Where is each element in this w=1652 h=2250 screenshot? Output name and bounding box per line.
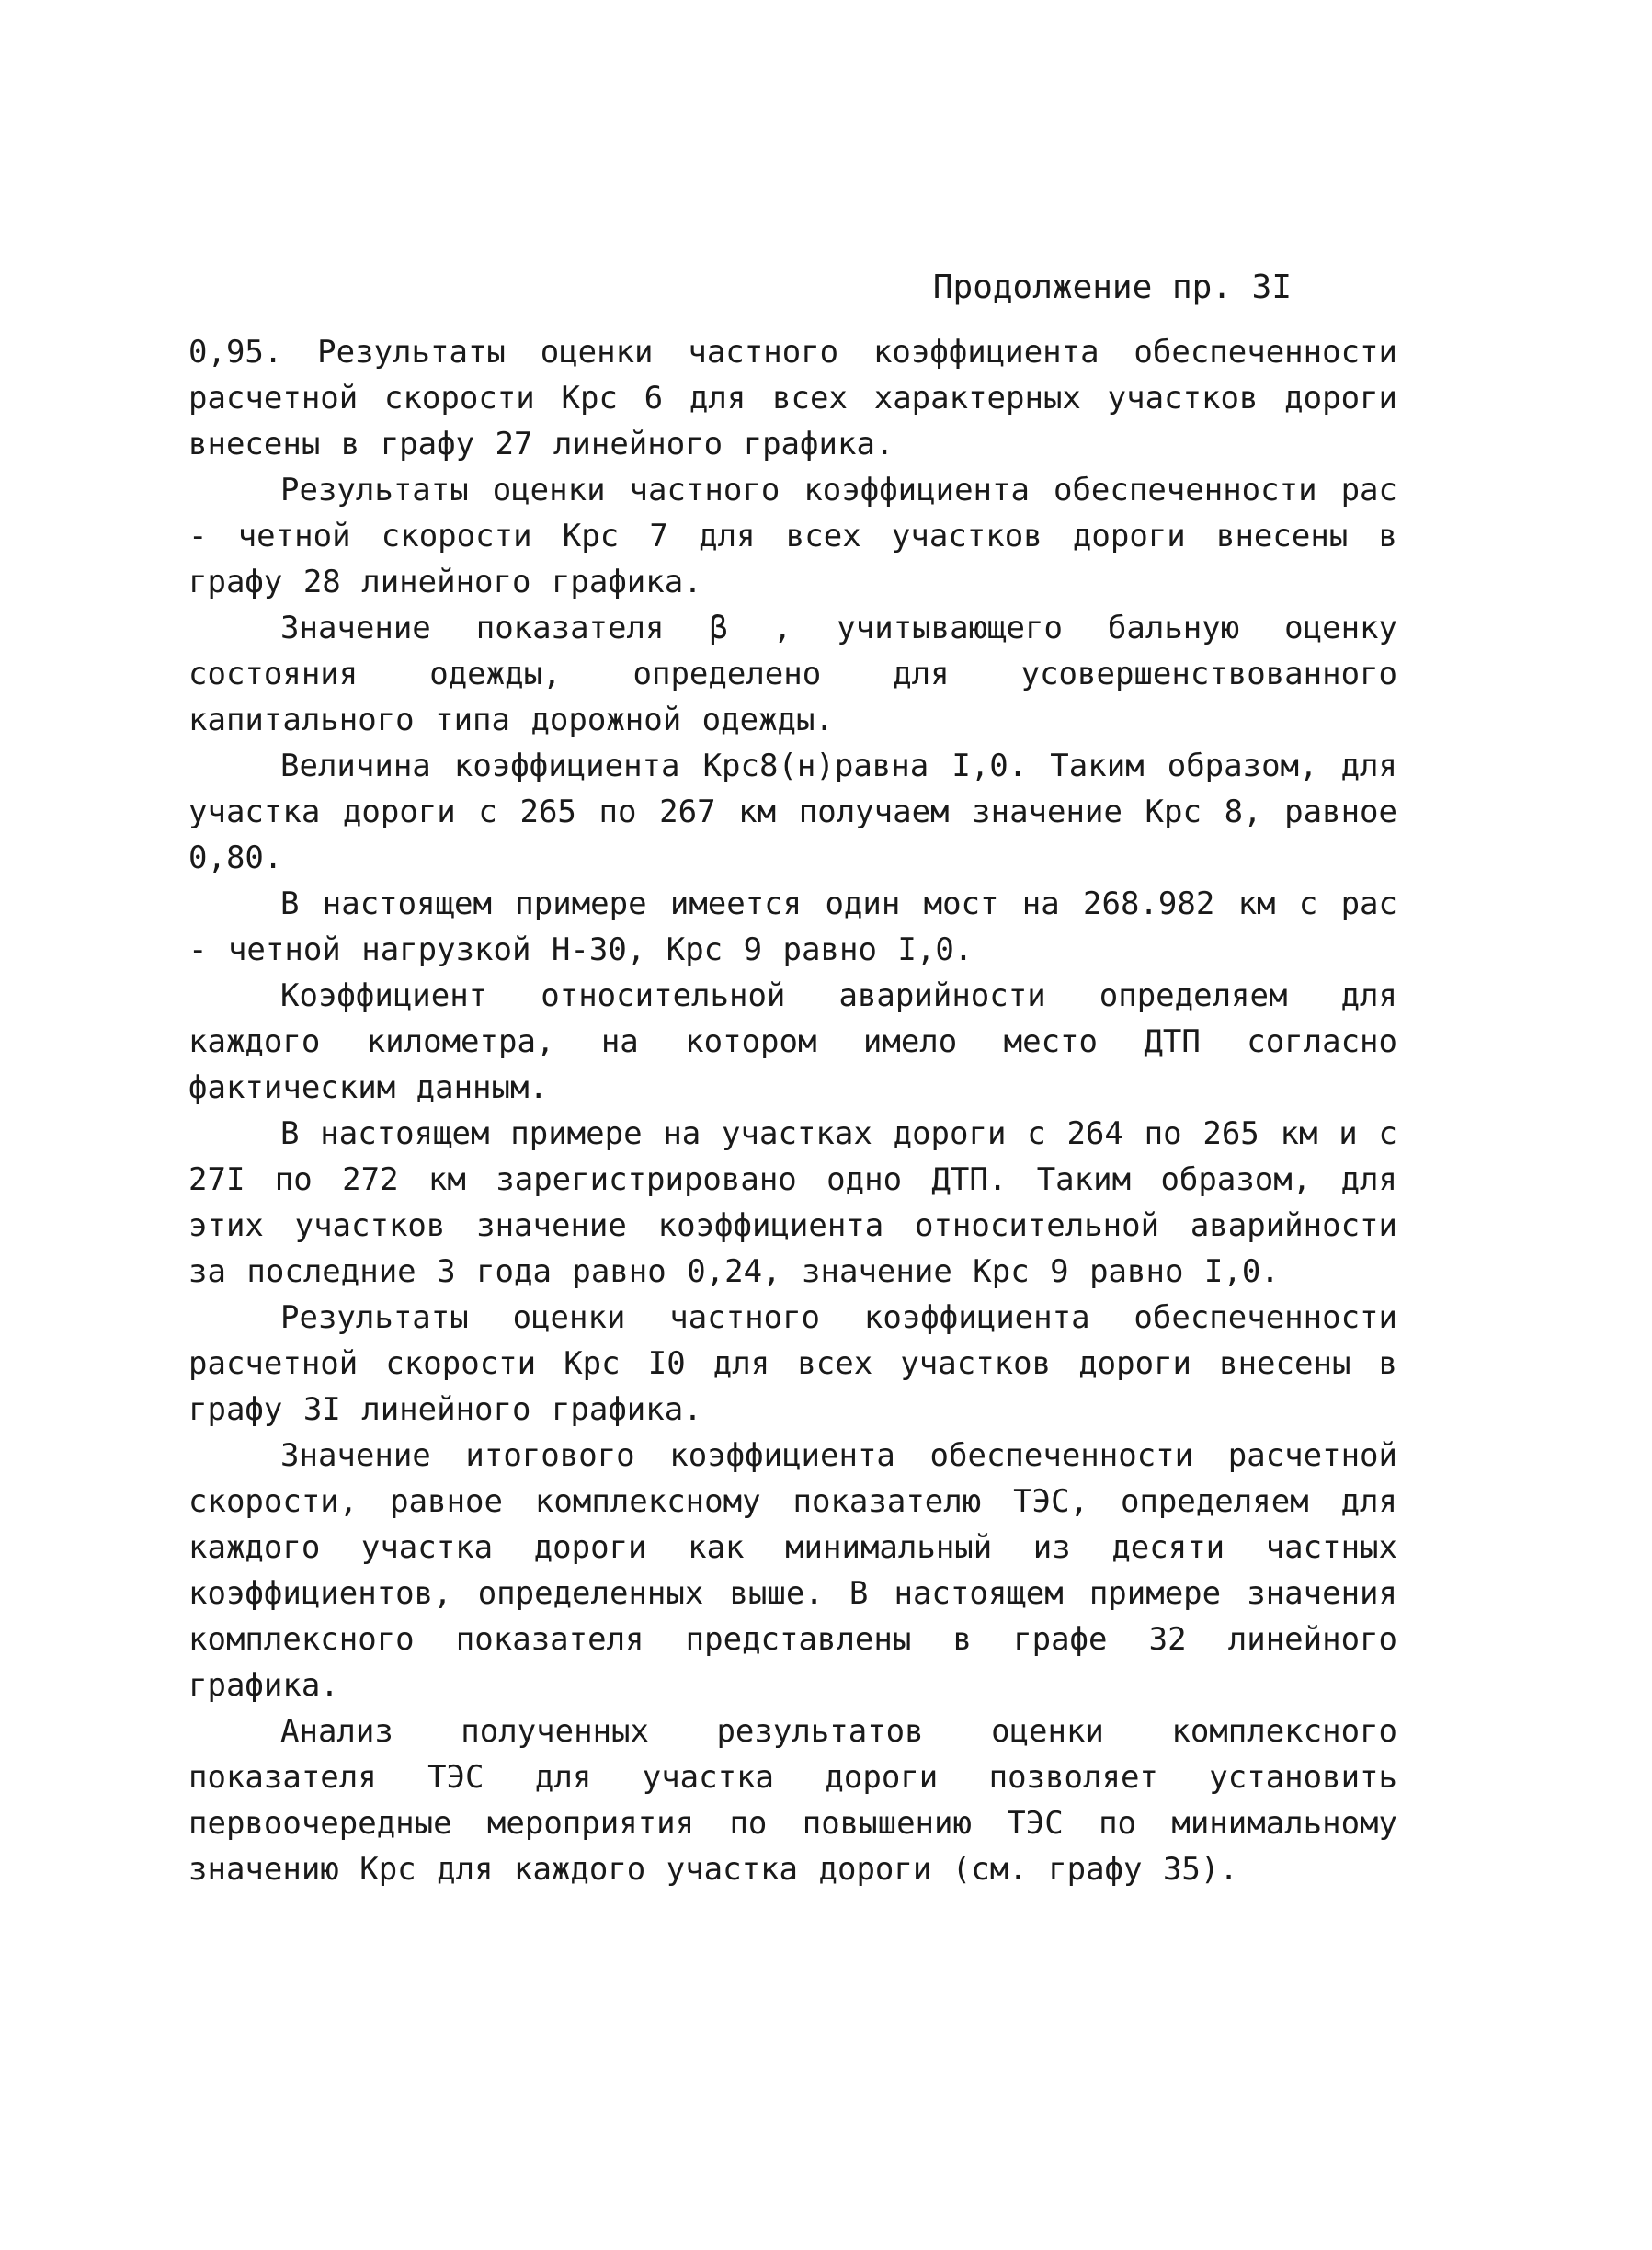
paragraph-7: В настоящем примере на участках дороги с 264 по 265 км и с 27I по 272 км зарегистрировано одно ДТП. Таким образом, для этих участков значение коэффициента относительной аварийности за последние 3 года равно 0,24, значение Крс 9 равно I,0. xyxy=(188,1115,1397,1290)
document-body xyxy=(188,329,1397,1892)
paragraph-8: Результаты оценки частного коэффициента обеспеченности расчетной скорости Крс I0 для всех участков дороги внесены в графу 3I линейного графика. xyxy=(188,1299,1397,1428)
paragraph-3: Значение показателя β , учитывающего бальную оценку состояния одежды, определено для усовершенствованного капитального типа дорожной одежды. xyxy=(188,610,1397,738)
paragraph-9: Значение итогового коэффициента обеспеченности расчетной скорости, равное комплексному показателю ТЭС, определяем для каждого участка дороги как минимальный из десяти частных коэффициентов, определенных выше. В настоящем примере значения комплексного показателя представлены в графе 32 линейного графика. xyxy=(188,1437,1397,1704)
paragraph-5: В настоящем примере имеется один мост на 268.982 км с рас - четной нагрузкой Н-30, Крс 9 равно I,0. xyxy=(188,885,1397,968)
paragraph-4: Величина коэффициента Крс8(н)равна I,0. Таким образом, для участка дороги с 265 по 267 км получаем значение Крс 8, равное 0,80. xyxy=(188,748,1397,876)
paragraph-6: Коэффициент относительной аварийности определяем для каждого километра, на котором имело место ДТП согласно фактическим данным. xyxy=(188,977,1397,1106)
paragraph-1: 0,95. Результаты оценки частного коэффициента обеспеченности расчетной скорости Крс 6 для всех характерных участков дороги внесены в графу 27 линейного графика. xyxy=(188,334,1397,463)
paragraph-2: Результаты оценки частного коэффициента обеспеченности рас - четной скорости Крс 7 для всех участков дороги внесены в графу 28 линейного графика. xyxy=(188,472,1397,600)
page-continuation-header: Продолжение пр. 3I xyxy=(932,268,1292,306)
paragraph-10: Анализ полученных результатов оценки комплексного показателя ТЭС для участка дороги позволяет установить первоочередные мероприятия по повышению ТЭС по минимальному значению Крс для каждого участка дороги (см. графу 35). xyxy=(188,1713,1397,1888)
